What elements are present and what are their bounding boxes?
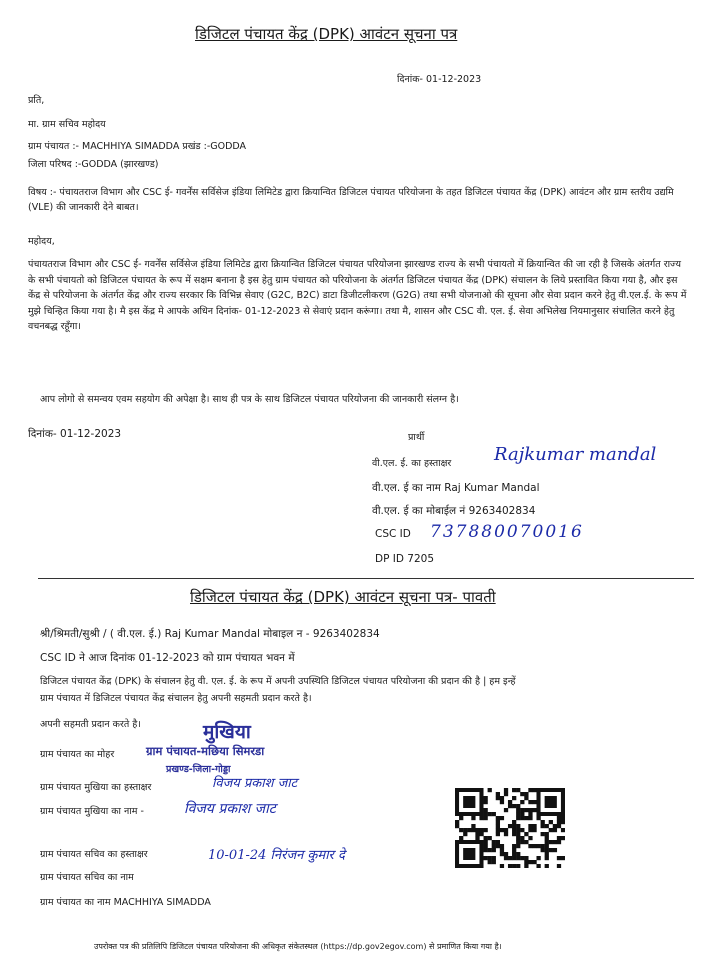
mukhiya-signature: विजय प्रकाश जाट: [212, 776, 298, 791]
seal-text: ग्राम पंचायत-मछिया सिमरडा: [146, 744, 265, 758]
subject: विषय :- पंचायतराज विभाग और CSC ई- गवर्नेंस सर्विसेज इंडिया लिमिटेड द्वारा क्रियान्वित डिजिटल पंचायत परियोजना के तहत डिजिटल पंचायत केंद्र (DPK) आवंटन और ग्राम स्तरीय उद्यमि (VLE) की जानकारी देने बाबत।: [28, 187, 674, 213]
section-divider: [38, 578, 694, 579]
receipt-line1: श्री/श्रिमती/सुश्री / ( वी.एल. ई.) Raj Kumar Mandal मोबाइल न - 9263402834: [40, 628, 380, 640]
secretary-signature: 10-01-24 निरंजन कुमार दे: [208, 848, 345, 863]
date-left: दिनांक- 01-12-2023: [28, 428, 122, 440]
vle-name-line: वी.एल. ई का नाम Raj Kumar Mandal: [372, 482, 540, 494]
receipt-line2: CSC ID ने आज दिनांक 01-12-2023 को ग्राम पंचायत भवन में: [40, 652, 295, 664]
date-top: दिनांक- 01-12-2023: [397, 74, 482, 85]
secretary-sign-label: ग्राम पंचायत सचिव का हस्ताक्षर: [40, 849, 148, 860]
addressee: मा. ग्राम सचिव महोदय: [28, 119, 106, 130]
vle-sign-label: वी.एल. ई. का हस्ताक्षर: [372, 458, 452, 469]
district-line: जिला परिषद :-GODDA (झारखण्ड): [28, 159, 159, 170]
csc-label: CSC ID: [375, 528, 411, 540]
receipt-title: डिजिटल पंचायत केंद्र (DPK) आवंटन सूचना पत्र- पावती: [190, 588, 496, 606]
to-label: प्रति,: [28, 95, 45, 106]
letter-title: डिजिटल पंचायत केंद्र (DPK) आवंटन सूचना पत्र: [195, 25, 458, 43]
qr-code-icon: [455, 788, 565, 868]
dp-id-line: DP ID 7205: [375, 553, 434, 565]
cooperation-line: आप लोगो से समन्वय एवम सहयोग की अपेक्षा है। साथ ही पत्र के साथ डिजिटल पंचायत परियोजना की जानकारी संलग्न है।: [40, 394, 459, 405]
footer-note: उपरोक्त पत्र की प्रतिलिपि डिजिटल पंचायत परियोजना की अधिकृत संकेतस्थल (https://dp.gov2egov.com) से प्रमाणित किया गया है।: [94, 942, 502, 951]
applicant-label: प्रार्थी: [408, 432, 425, 443]
mukhiya-sign-label: ग्राम पंचायत मुखिया का हस्ताक्षर: [40, 782, 152, 793]
receipt-line4: ग्राम पंचायत में डिजिटल पंचायत केंद्र संचालन हेतु अपनी सहमती प्रदान करते है।: [40, 693, 312, 704]
salutation: महोदय,: [28, 236, 55, 247]
panchayat-line: ग्राम पंचायत :- MACHHIYA SIMADDA प्रखंड :-GODDA: [28, 141, 247, 152]
mukhiya-name: विजय प्रकाश जाट: [184, 801, 276, 817]
receipt-line3: डिजिटल पंचायत केंद्र (DPK) के संचालन हेतु वी. एल. ई. के रूप में अपनी उपस्थिति डिजिटल पंचायत परियोजना की प्रदान की है | हम इन्हें: [40, 676, 516, 687]
csc-value: 737880070016: [430, 522, 584, 542]
mukhiya-name-label: ग्राम पंचायत मुखिया का नाम -: [40, 806, 144, 817]
panchayat-name-line: ग्राम पंचायत का नाम MACHHIYA SIMADDA: [40, 897, 211, 908]
seal-subtext: प्रखण्ड-जिला-गोड्डा: [166, 764, 231, 775]
body-paragraph: पंचायतराज विभाग और CSC ई- गवर्नेंस सर्विसेज इंडिया लिमिटेड द्वारा क्रियान्वित डिजिटल पंचायत परियोजना झारखण्ड राज्य के सभी पंचायतो में क्रियान्वित की जा रही है जिसके अंतर्गत राज्य के सभी पंचायतो को डिजिटल पंचायत के रूप में सक्षम बनाना है इस हेतु ग्राम पंचायत को परियोजना के अंतर्गत डिजिटल पंचायत केंद्र (DPK) संचालन के लिये प्रस्तावित किया गया है, और इस केंद्र से परियोजना के अंतर्गत केंद्र और राज्य सरकार कि विभिन्न सेवाए (G2C, B2C) डाटा डिजीटलीकरण (G2G) तथा सभी योजनाओ की सूचना और सेवा प्रदान करने हेतु वी.एल.ई. के रूप में मुझे चिन्हित किया गया है। मै इस केंद्र मे आपके अधिन दिनांक- 01-12-2023 से सेवाएं प्रदान करूंगा। तथा मै, शासन और CSC वी. एल. ई. सेवा अभिलेख नियमानुसार संचालित करने हेतु वचनबद्ध रहूँगा।: [28, 259, 687, 332]
vle-mobile-line: वी.एल. ई का मोबाईल नं 9263402834: [372, 505, 536, 517]
mukhiya-stamp-title: मुखिया: [203, 721, 251, 743]
secretary-name-label: ग्राम पंचायत सचिव का नाम: [40, 872, 134, 883]
receipt-line5: अपनी सहमती प्रदान करते है।: [40, 719, 141, 730]
vle-signature: Rajkumar mandal: [494, 444, 657, 465]
seal-label: ग्राम पंचायत का मोहर: [40, 749, 115, 760]
